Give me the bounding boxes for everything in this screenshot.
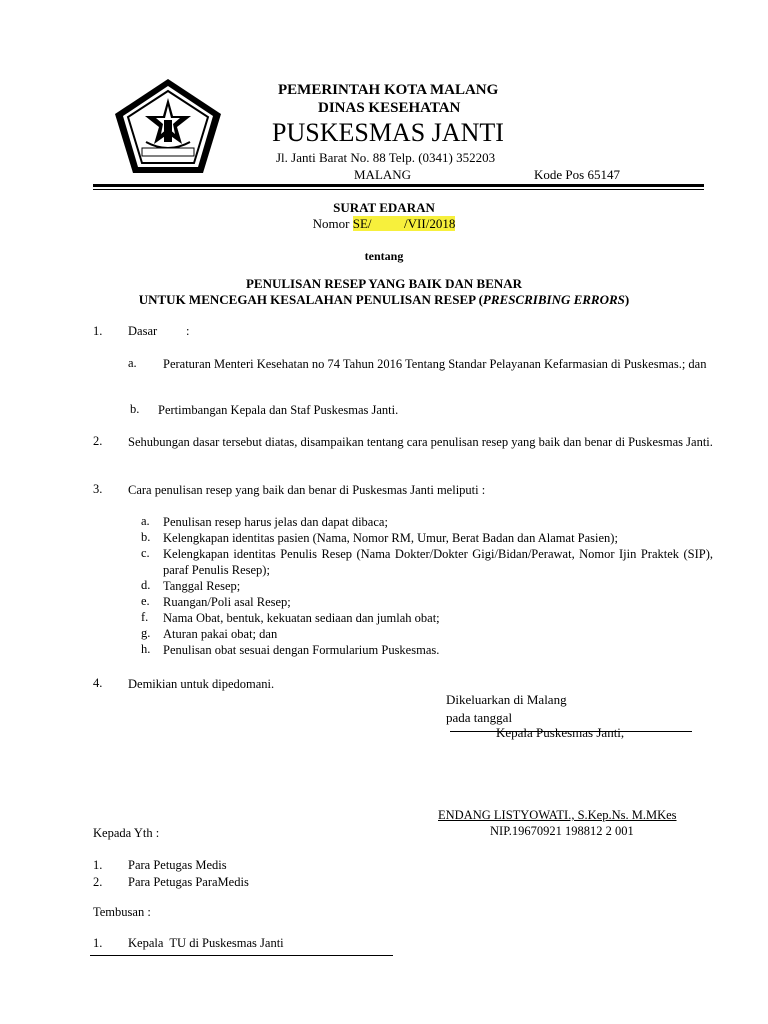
point-3a-letter: a. xyxy=(141,514,150,528)
point-3d-text: Tanggal Resep; xyxy=(163,579,241,593)
point-3f-text: Nama Obat, bentuk, kekuatan sediaan dan jumlah obat; xyxy=(163,611,440,625)
letterhead-department: DINAS KESEHATAN xyxy=(318,100,461,116)
signature-nip: NIP.19670921 198812 2 001 xyxy=(490,824,634,838)
subject-emphasis: PRESCRIBING ERRORS xyxy=(482,292,625,307)
point-3b-text: Kelengkapan identitas pasien (Nama, Nomor RM, Umur, Berat Badan dan Alamat Pasien); xyxy=(163,531,618,545)
letterhead-city: MALANG xyxy=(354,167,412,182)
subject-text: UNTUK MENCEGAH KESALAHAN PENULISAN RESEP ( xyxy=(138,292,483,307)
document-number-label: Nomor xyxy=(312,216,350,231)
point-3h-text: Penulisan obat sesuai dengan Formularium Puskesmas. xyxy=(163,643,440,657)
point-2-text: Sehubungan dasar tersebut diatas, disampaikan tentang cara penulisan resep yang baik dan benar di Puskesmas Janti. xyxy=(128,435,713,449)
recipients-label: Kepada Yth : xyxy=(93,826,160,840)
header-divider-thin xyxy=(93,189,704,190)
signature-name: ENDANG LISTYOWATI., S.Kep.Ns. M.MKes xyxy=(438,808,677,822)
letterhead-title: PUSKESMAS JANTI xyxy=(272,118,504,147)
signature-date: pada tanggal xyxy=(446,710,513,725)
point-3g-letter: g. xyxy=(141,626,151,640)
recipient-1-number: 1. xyxy=(93,858,103,872)
document-subject-line1: PENULISAN RESEP YANG BAIK DAN BENAR xyxy=(245,276,523,291)
cc-1-text: Kepala TU di Puskesmas Janti xyxy=(128,936,284,950)
cc-1-number: 1. xyxy=(93,936,103,950)
point-3e-letter: e. xyxy=(141,594,150,608)
recipient-2-text: Para Petugas ParaMedis xyxy=(128,875,249,889)
city-logo xyxy=(112,76,224,176)
document-about: tentang xyxy=(364,249,404,263)
point-3c-text: Kelengkapan identitas Penulis Resep (Nama Dokter/Dokter Gigi/Bidan/Perawat, Nomor Ijin Praktek (SIP), paraf Penulis Resep); xyxy=(163,547,713,577)
subject-close: ) xyxy=(624,292,630,307)
document-number xyxy=(0,216,768,232)
point-3d-letter: d. xyxy=(141,578,151,592)
header-divider-thick xyxy=(93,184,704,187)
point-3f-letter: f. xyxy=(141,610,149,624)
point-2-number: 2. xyxy=(93,434,103,448)
point-4-number: 4. xyxy=(93,676,103,690)
point-3c-letter: c. xyxy=(141,546,150,560)
point-1b-letter: b. xyxy=(130,402,140,416)
cc-label: Tembusan : xyxy=(93,905,151,919)
point-3h-letter: h. xyxy=(141,642,151,656)
letterhead-postal: Kode Pos 65147 xyxy=(534,167,620,182)
recipient-1-text: Para Petugas Medis xyxy=(128,858,227,872)
point-4-text: Demikian untuk dipedomani. xyxy=(128,677,275,691)
point-1-number: 1. xyxy=(93,324,103,338)
document-number-value: SE/ /VII/2018 xyxy=(352,216,456,231)
document-subject-line2 xyxy=(0,292,768,308)
point-3g-text: Aturan pakai obat; dan xyxy=(163,627,278,641)
signature-issued-place: Dikeluarkan di Malang xyxy=(446,692,567,707)
letterhead-address: Jl. Janti Barat No. 88 Telp. (0341) 352203 xyxy=(276,150,496,165)
document-type: SURAT EDARAN xyxy=(333,200,435,215)
recipient-2-number: 2. xyxy=(93,875,103,889)
point-1b-text: Pertimbangan Kepala dan Staf Puskesmas Janti. xyxy=(158,403,399,417)
point-3-text: Cara penulisan resep yang baik dan benar di Puskesmas Janti meliputi : xyxy=(128,483,486,497)
letterhead-government: PEMERINTAH KOTA MALANG xyxy=(278,82,499,98)
point-1a-letter: a. xyxy=(128,356,137,370)
signature-position: Kepala Puskesmas Janti, xyxy=(496,725,625,740)
point-3e-text: Ruangan/Poli asal Resep; xyxy=(163,595,291,609)
point-1-colon: : xyxy=(186,324,190,338)
point-1-label: Dasar xyxy=(128,324,158,338)
point-1a-text: Peraturan Menteri Kesehatan no 74 Tahun 2016 Tentang Standar Pelayanan Kefarmasian di Puskesmas.; dan xyxy=(163,357,707,371)
point-3b-letter: b. xyxy=(141,530,151,544)
footer-line xyxy=(90,955,393,956)
point-3a-text: Penulisan resep harus jelas dan dapat dibaca; xyxy=(163,515,388,529)
point-3-number: 3. xyxy=(93,482,103,496)
